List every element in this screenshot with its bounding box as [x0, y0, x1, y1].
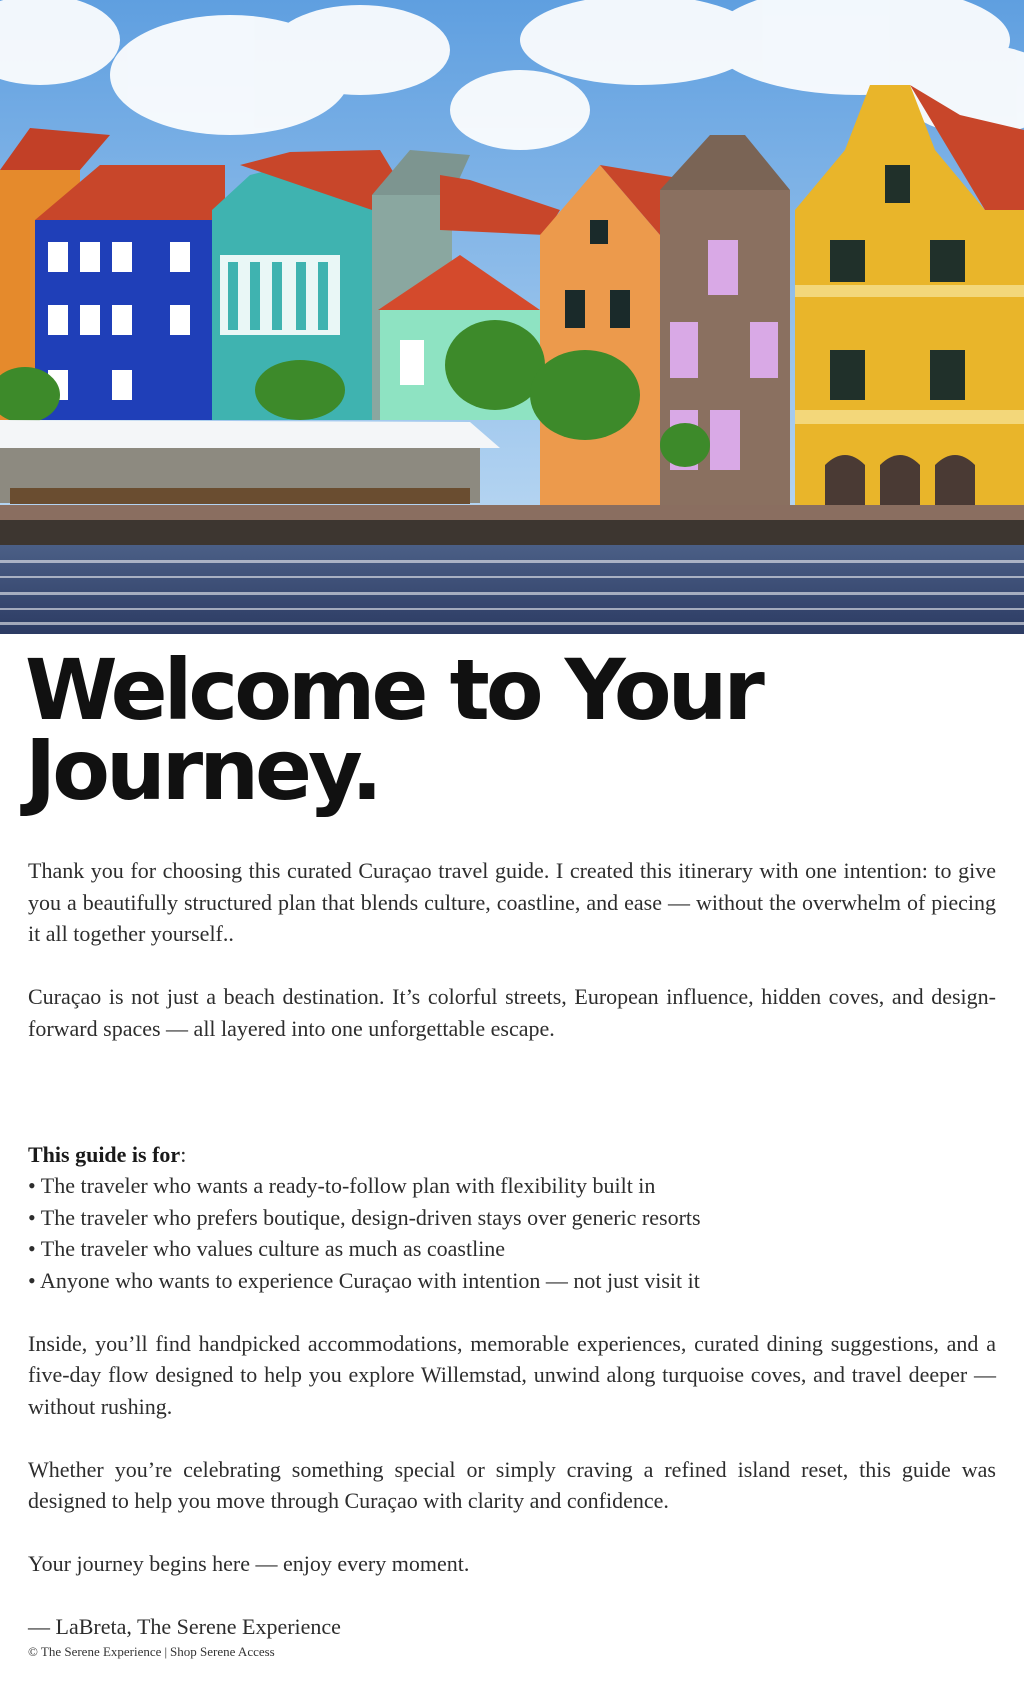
curacao-waterfront-photo [0, 0, 1024, 634]
copyright-text: © The Serene Experience [28, 1644, 162, 1659]
title-line-1: Welcome to Your [25, 641, 761, 739]
footer [28, 1644, 275, 1660]
signature: — LaBreta, The Serene Experience [28, 1614, 341, 1639]
shop-link[interactable]: Shop Serene Access [170, 1644, 275, 1659]
list-item: • The traveler who prefers boutique, design-driven stays over generic resorts [28, 1204, 701, 1230]
title-line-2: Journey. [25, 721, 379, 819]
outro-paragraph-3: Your journey begins here — enjoy every moment. [28, 1551, 470, 1576]
footer-separator: | [164, 1644, 168, 1659]
outro-paragraph-2: Whether you’re celebrating something special or simply craving a refined island reset, this guide was designed to help you move through Curaçao with clarity and confidence. [28, 1456, 996, 1513]
page-title [25, 641, 925, 819]
intro-paragraph-2: Curaçao is not just a beach destination. It’s colorful streets, European influence, hidden coves, and design-forward spaces — all layered into one unforgettable escape. [28, 984, 996, 1041]
hero-image [0, 0, 1024, 634]
audience-heading: This guide is for: [28, 1141, 187, 1167]
audience-list [28, 1170, 996, 1296]
outro-paragraph-1: Inside, you’ll find handpicked accommodations, memorable experiences, curated dining suggestions, and a five-day flow designed to help you explore Willemstad, unwind along turquoise coves, and travel deeper — without rushing. [28, 1330, 996, 1419]
list-item: • Anyone who wants to experience Curaçao with intention — not just visit it [28, 1267, 700, 1293]
intro-paragraph-1: Thank you for choosing this curated Curaçao travel guide. I created this itinerary with one intention: to give you a beautifully structured plan that blends culture, coastline, and ease — without the overwhelm of piecing it all together yourself.. [28, 858, 996, 946]
list-item: • The traveler who wants a ready-to-follow plan with flexibility built in [28, 1173, 656, 1198]
guide-body [28, 855, 996, 1643]
list-item: • The traveler who values culture as much as coastline [28, 1236, 506, 1261]
